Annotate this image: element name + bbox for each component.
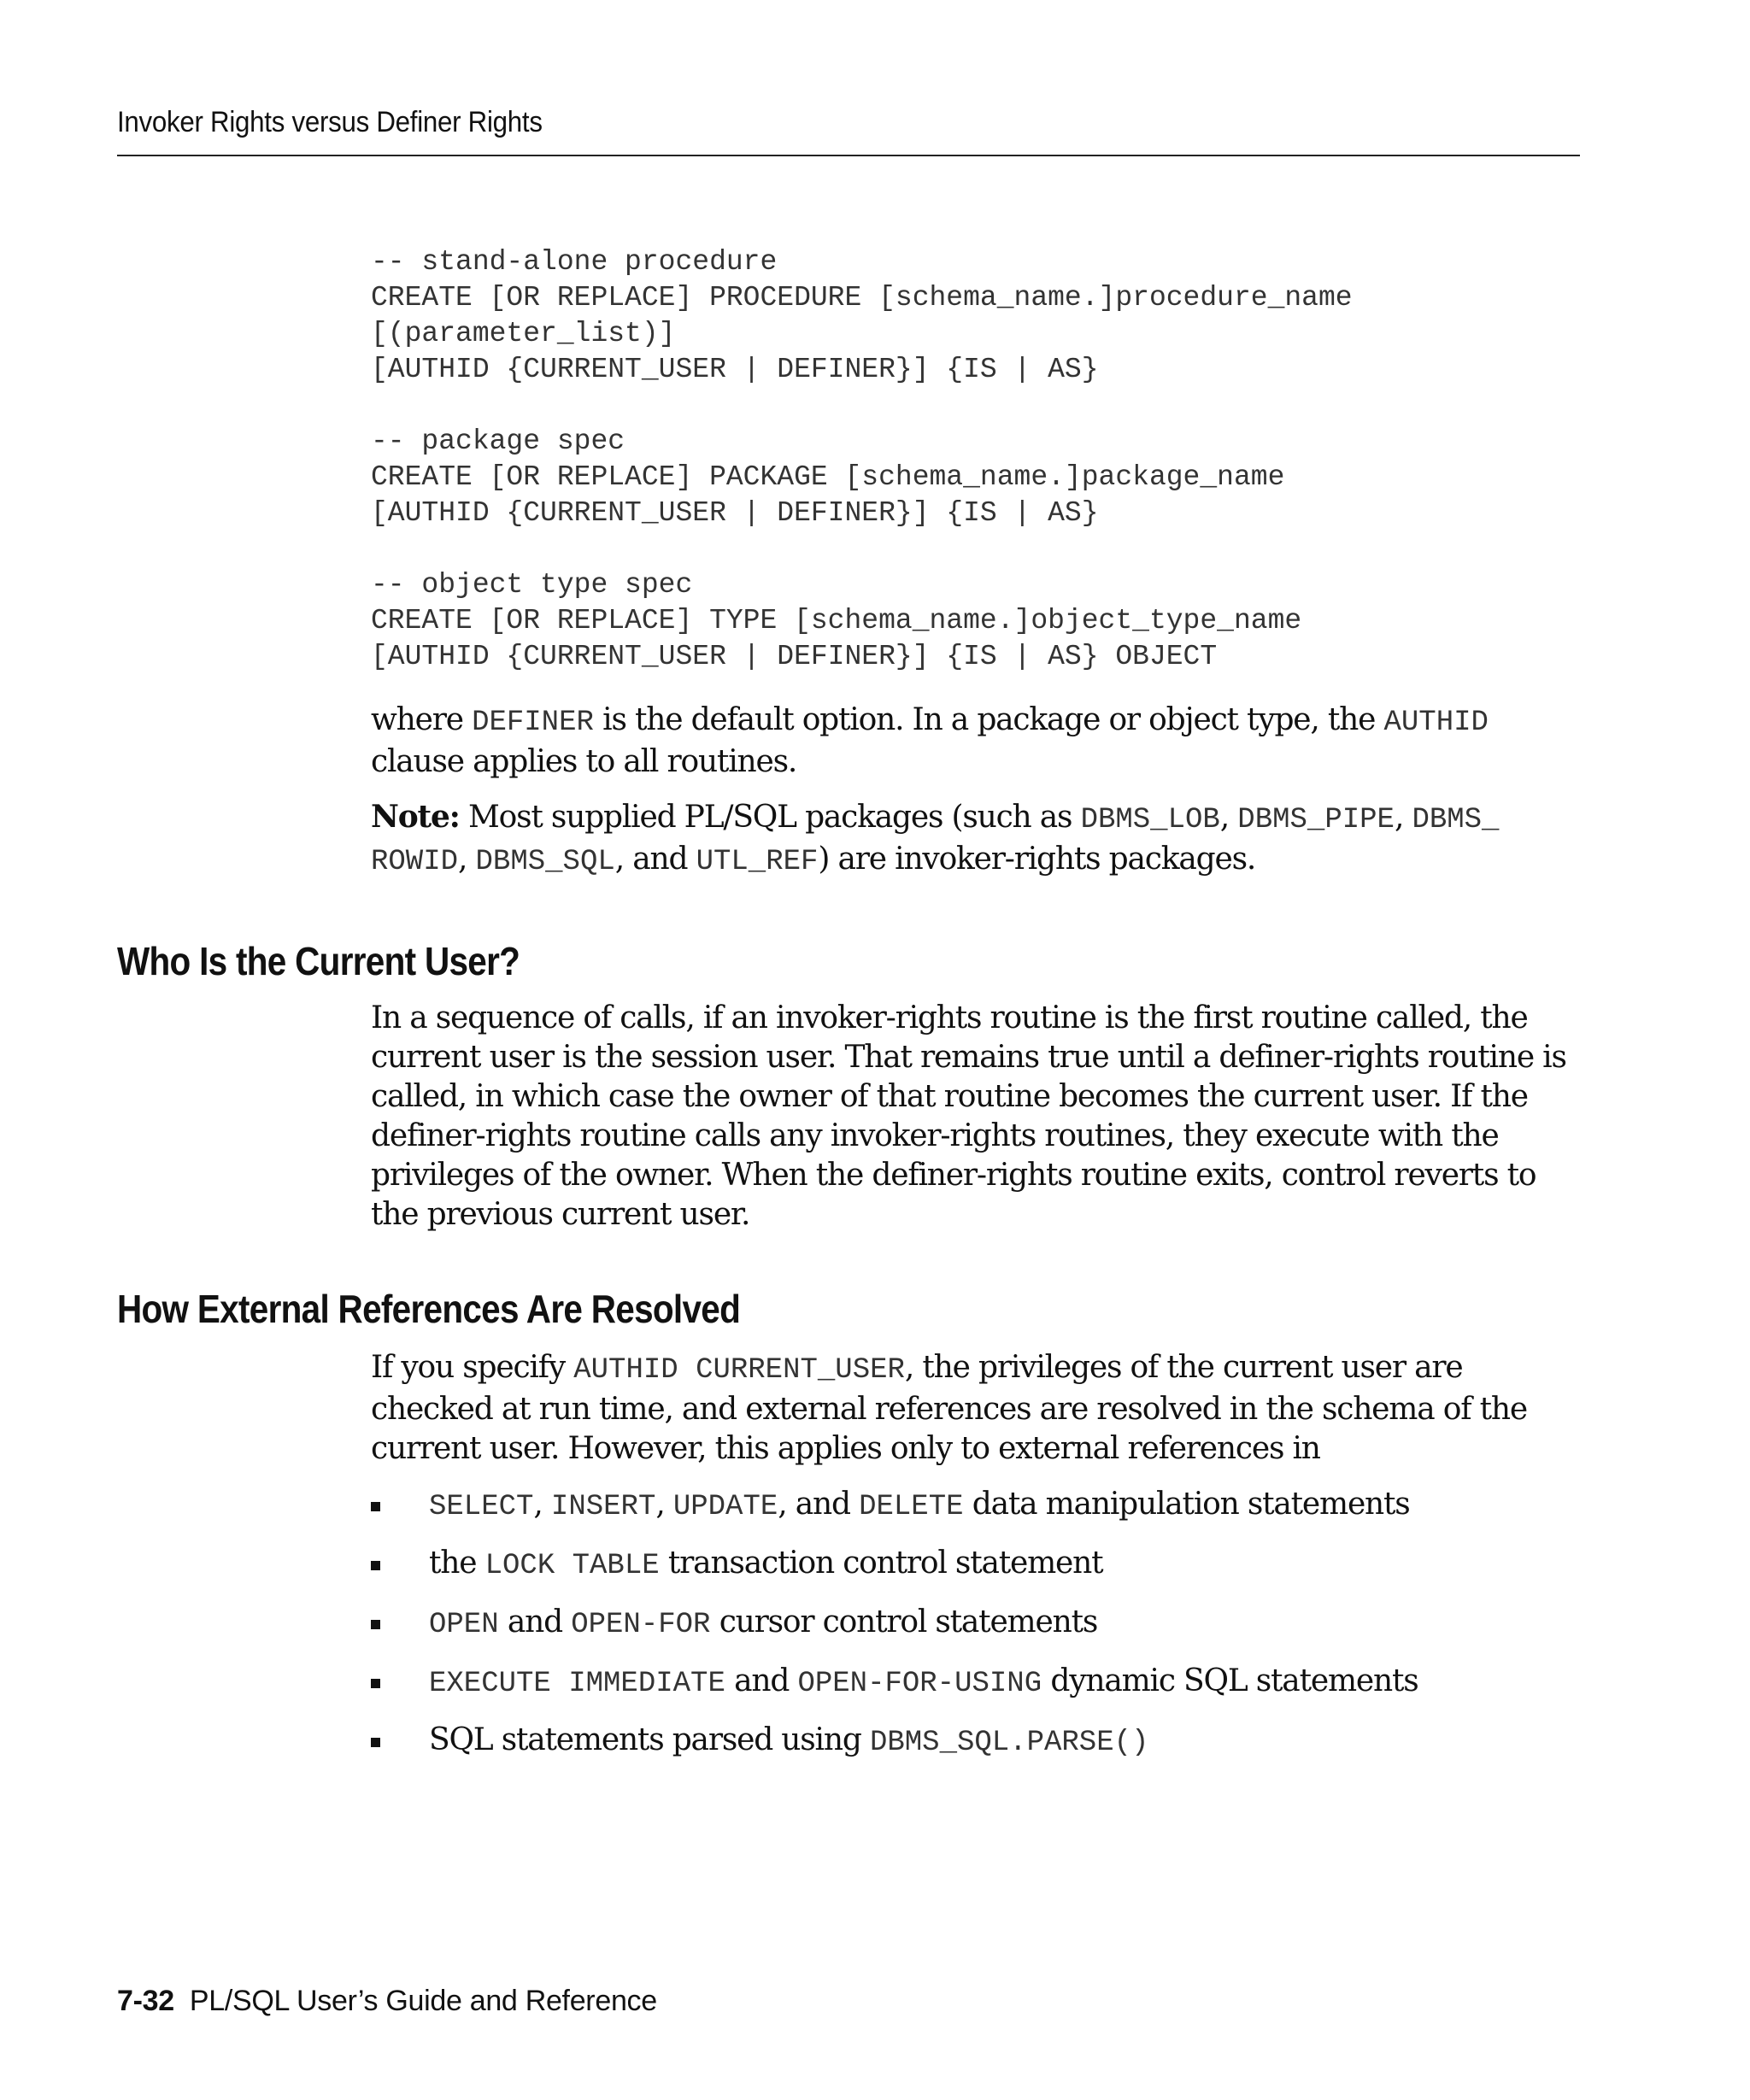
text-run: data manipulation statements bbox=[963, 1487, 1410, 1522]
code-lock-table: LOCK TABLE bbox=[484, 1550, 660, 1582]
code-authid-current-user: AUTHID CURRENT_USER bbox=[573, 1354, 905, 1387]
text-run: SQL statements parsed using bbox=[429, 1722, 870, 1757]
note-paragraph bbox=[371, 797, 1584, 882]
section-heading-external-references: How External References Are Resolved bbox=[117, 1287, 741, 1331]
text-run: , bbox=[655, 1487, 673, 1522]
running-header: Invoker Rights versus Definer Rights bbox=[117, 106, 543, 138]
note-label: Note: bbox=[371, 799, 460, 835]
text-run: , and bbox=[614, 842, 696, 877]
bullet-square-icon bbox=[371, 1738, 380, 1747]
code-dbms-pipe: DBMS_PIPE bbox=[1237, 804, 1395, 836]
code-dbms-sql-parse: DBMS_SQL.PARSE() bbox=[869, 1727, 1149, 1759]
bullet-square-icon bbox=[371, 1620, 380, 1629]
code-execute-immediate: EXECUTE IMMEDIATE bbox=[429, 1668, 725, 1700]
code-dbms-lob: DBMS_LOB bbox=[1080, 804, 1220, 836]
text-run: , and bbox=[778, 1487, 860, 1522]
syntax-code-block: -- stand-alone procedure CREATE [OR REPLACE] PROCEDURE [schema_name.]procedure_name [(parameter_list)] [AUTHID {CURRENT_USER | DEFINER}] {IS | AS} -- package spec CREATE [OR REPLACE] PACKAGE [schema_name.]package_name [AUTHID {CURRENT_USER | DEFINER}] {IS | AS} -- object type spec CREATE [OR REPLACE] TYPE [schema_name.]object_type_name [AUTHID {CURRENT_USER | DEFINER}] {IS | AS} OBJECT bbox=[371, 246, 1353, 672]
code-open-for: OPEN-FOR bbox=[571, 1609, 711, 1641]
text-run: and bbox=[498, 1604, 572, 1640]
text-run: and bbox=[725, 1663, 798, 1698]
text-run: is the default option. In a package or object type, the bbox=[593, 702, 1384, 737]
text-run: If you specify bbox=[371, 1350, 574, 1385]
text-run: cursor control statements bbox=[710, 1604, 1098, 1640]
list-item bbox=[371, 1721, 1584, 1780]
external-references-intro bbox=[371, 1348, 1584, 1469]
code-dbms-sql: DBMS_SQL bbox=[475, 846, 615, 878]
text-run: , bbox=[1394, 800, 1412, 835]
text-run: Most supplied PL/SQL packages (such as bbox=[459, 800, 1081, 835]
section-heading-current-user: Who Is the Current User? bbox=[117, 939, 520, 983]
code-open: OPEN bbox=[429, 1609, 499, 1641]
definer-default-paragraph bbox=[371, 701, 1584, 782]
text-run: , bbox=[458, 842, 476, 877]
text-run: , bbox=[533, 1487, 551, 1522]
code-delete: DELETE bbox=[859, 1491, 964, 1523]
current-user-paragraph: In a sequence of calls, if an invoker-rights routine is the first routine called, the current user is the session user. That remains true until a definer-rights routine is called, in which case the owner of that routine becomes the current user. If the definer-rights routine calls any invoker-rights routines, they execute with the privileges of the owner. When the definer-rights routine exits, control reverts to the previous current user. bbox=[371, 1000, 1566, 1232]
list-item bbox=[371, 1485, 1584, 1544]
bullet-square-icon bbox=[371, 1679, 380, 1688]
text-run: ) are invoker-rights packages. bbox=[818, 842, 1256, 877]
text-run: dynamic SQL statements bbox=[1042, 1663, 1418, 1698]
page-footer bbox=[117, 1985, 657, 2018]
code-select: SELECT bbox=[429, 1491, 534, 1523]
list-item bbox=[371, 1603, 1584, 1662]
list-item bbox=[371, 1544, 1584, 1603]
code-dbms-rowid-part1: DBMS_ bbox=[1412, 804, 1500, 836]
code-open-for-using: OPEN-FOR-USING bbox=[797, 1668, 1042, 1700]
page-number: 7-32 bbox=[117, 1985, 174, 2017]
text-run: the bbox=[429, 1546, 485, 1581]
header-rule bbox=[117, 155, 1580, 156]
book-title: PL/SQL User’s Guide and Reference bbox=[189, 1985, 657, 2017]
text-run: transaction control statement bbox=[659, 1546, 1103, 1581]
bullet-square-icon bbox=[371, 1561, 380, 1570]
text-run: clause applies to all routines. bbox=[371, 744, 797, 779]
code-update: UPDATE bbox=[672, 1491, 778, 1523]
statement-list bbox=[371, 1485, 1584, 1780]
text-run: , the privileges of the current user are checked at run time, and external references are resolved in the schema of the current user. However, this applies only to external references in bbox=[371, 1350, 1527, 1466]
bullet-square-icon bbox=[371, 1502, 380, 1511]
code-dbms-rowid-part2: ROWID bbox=[371, 846, 459, 878]
text-run: where bbox=[371, 702, 473, 737]
code-definer: DEFINER bbox=[472, 707, 594, 739]
text-run: , bbox=[1219, 800, 1238, 835]
code-insert: INSERT bbox=[550, 1491, 656, 1523]
code-authid: AUTHID bbox=[1383, 707, 1489, 739]
list-item bbox=[371, 1662, 1584, 1721]
code-utl-ref: UTL_REF bbox=[696, 846, 819, 878]
